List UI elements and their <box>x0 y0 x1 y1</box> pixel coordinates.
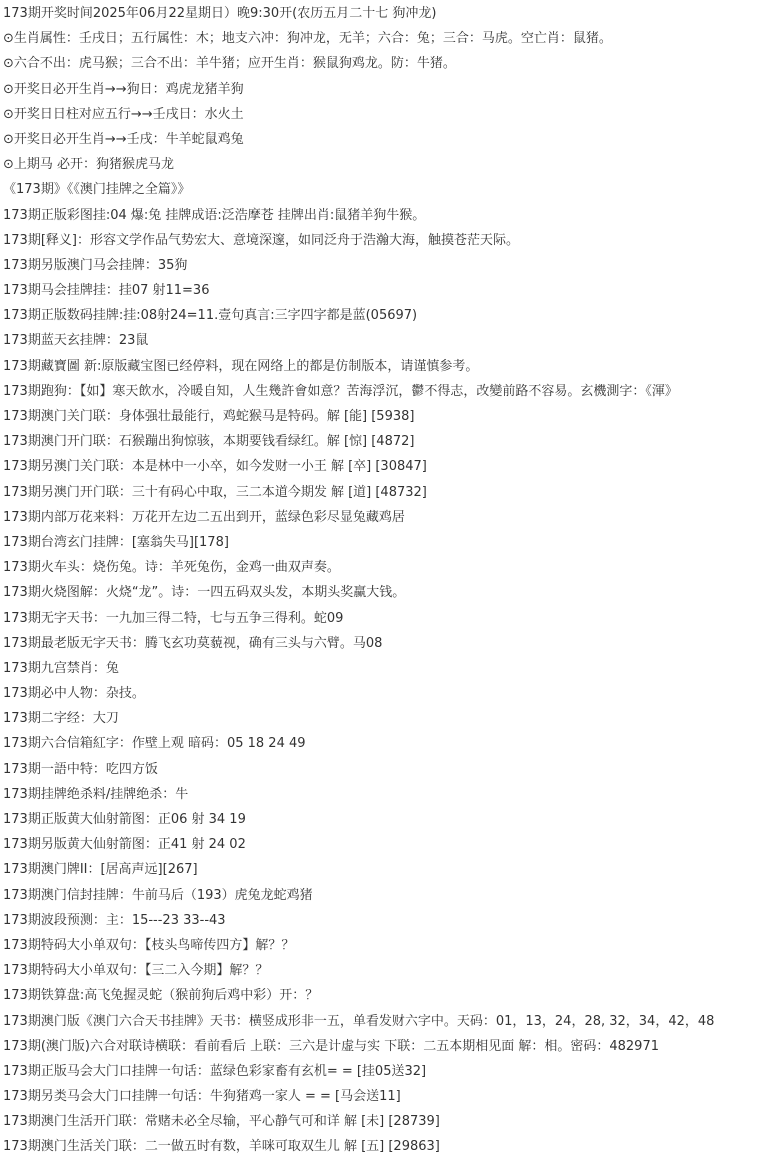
list-item: 173期内部万花来料：万花开左边二五出到开，蓝绿色彩尽显兔藏鸡居 <box>3 509 405 525</box>
list-item: 173期特码大小单双句：【枝头鸟啼传四方】解？？ <box>3 937 295 953</box>
list-item: 173期正版数码挂牌:挂:08射24=11.壹句真言:三字四字都是蓝(05697) <box>3 308 418 324</box>
list-item: 173期六合信箱紅字：作壁上观 暗码：05 18 24 49 <box>3 736 306 752</box>
list-item: 173期澳门牌II：[居高声远][267] <box>3 862 198 878</box>
list-item: 173期另澳门关门联：本是林中一小卒，如今发财一小王 解 [卒] [30847] <box>3 459 427 475</box>
section-title: 《173期》《《澳门挂牌之全篇》》 <box>3 182 191 198</box>
list-item: 173期正版彩图挂:04 爆:兔 挂牌成语:泛浩摩苍 挂牌出肖:鼠猪羊狗牛猴。 <box>3 207 426 223</box>
list-item: 173期火烧图解：火烧“龙”。诗：一四五码双头发，本期头奖赢大钱。 <box>3 585 406 601</box>
list-item: 173期另澳门开门联：三十有码心中取，三二本道今期发 解 [道] [48732] <box>3 484 427 500</box>
list-item: 173期正版黄大仙射箭图：正06 射 34 19 <box>3 812 246 827</box>
list-item: 173期蓝天玄挂牌：23鼠 <box>3 333 149 349</box>
list-item: 173期一語中特：吃四方饭 <box>3 761 158 777</box>
list-item: 173期跑狗：【如】寒天飲水，冷暖自知，人生幾許會如意？苦海浮沉，鬱不得志，改變前路不容易。玄機測字：《渾》 <box>3 383 678 399</box>
list-item: 173期波段预测：主：15---23 33--43 <box>3 912 226 928</box>
list-item: 173期另版黄大仙射箭图：正41 射 24 02 <box>3 837 246 853</box>
list-item: 173期澳门版《澳门六合天书挂牌》天书：横竖成形非一五，单看发财六字中。天码：01，13，24，28, 32，34，42，48 <box>3 1013 715 1029</box>
list-item: 173期澳门生活开门联：常赌未必全尽输，平心静气可和详 解 [未] [28739] <box>3 1114 440 1130</box>
list-item: 173期二字经：大刀 <box>3 711 119 727</box>
list-item: 173期九宫禁肖：兔 <box>3 660 119 676</box>
dog-day-line: ⊙开奖日必开生肖→→狗日：鸡虎龙猪羊狗 <box>3 81 244 97</box>
list-item: 173期另版澳门马会挂牌：35狗 <box>3 257 188 273</box>
list-item: 173期澳门关门联：身体强壮最能行，鸡蛇猴马是特码。解 [能] [5938] <box>3 409 415 424</box>
article-body <box>3 1 778 1160</box>
list-item: 173期无字天书：一九加三得二特，七与五争三得利。蛇09 <box>3 610 344 626</box>
six-harmony-line: ⊙六合不出：虎马猴；三合不出：羊牛猪；应开生肖：猴鼠狗鸡龙。防：牛猪。 <box>3 56 456 72</box>
zodiac-attribute-line: ⊙生肖属性：壬戌日；五行属性：木；地支六冲：狗冲龙，无羊；六合：兔；三合：马虎。空亡肖：鼠猪。 <box>3 31 612 47</box>
list-item: 173期[释义]：形容文学作品气势宏大、意境深邃，如同泛舟于浩瀚大海，触摸苍茫天际。 <box>3 232 519 248</box>
renxu-line: ⊙开奖日必开生肖→→壬戌：牛羊蛇鼠鸡兔 <box>3 131 244 147</box>
list-item: 173期铁算盘:高飞兔握灵蛇（猴前狗后鸡中彩）开：？ <box>3 988 319 1004</box>
list-item: 173期挂牌绝杀料/挂牌绝杀：牛 <box>3 786 189 802</box>
day-pillar-element-line: ⊙开奖日日柱对应五行→→壬戌日：水火土 <box>3 106 244 122</box>
list-item: 173期马会挂牌挂：挂07 射11=36 <box>3 283 210 299</box>
list-item: 173期正版马会大门口挂牌一句话：蓝绿色彩家畜有玄机= = [挂05送32] <box>3 1063 427 1079</box>
list-item: 173期最老版无字天书：腾飞玄功莫藐视，确有三头与六臂。马08 <box>3 635 383 651</box>
list-item: 173期(澳门版)六合对联诗横联：看前看后 上联：三六是计虚与实 下联：二五本期相见面 解：相。密码：482971 <box>3 1038 659 1054</box>
list-item: 173期藏寶圖 新:原版藏宝图已经停料，现在网络上的都是仿制版本，请谨慎参考。 <box>3 358 479 374</box>
list-item: 173期澳门信封挂牌：牛前马后（193）虎兔龙蛇鸡猪 <box>3 887 313 903</box>
previous-period-line: ⊙上期马 必开：狗猪猴虎马龙 <box>3 157 175 173</box>
list-item: 173期澳门生活关门联：二一做五时有数，羊咪可取双生儿 解 [五] [29863] <box>3 1139 440 1155</box>
draw-time-line: 173期开奖时间2025年06月22星期日）晚9:30开(农历五月二十七 狗冲龙) <box>3 6 437 21</box>
list-item: 173期必中人物：杂技。 <box>3 686 145 702</box>
list-item: 173期另类马会大门口挂牌一句话：牛狗猪鸡一家人 = = [马会送11] <box>3 1089 401 1105</box>
list-item: 173期台湾玄门挂牌：[塞翁失马][178] <box>3 534 229 550</box>
list-item: 173期澳门开门联：石猴蹦出狗惊骇，本期要钱看绿红。解 [惊] [4872] <box>3 434 415 450</box>
list-item: 173期火车头：烧伤兔。诗：羊死兔伤，金鸡一曲双声奏。 <box>3 560 340 576</box>
list-item: 173期特码大小单双句：【三二入今期】解？？ <box>3 963 269 979</box>
